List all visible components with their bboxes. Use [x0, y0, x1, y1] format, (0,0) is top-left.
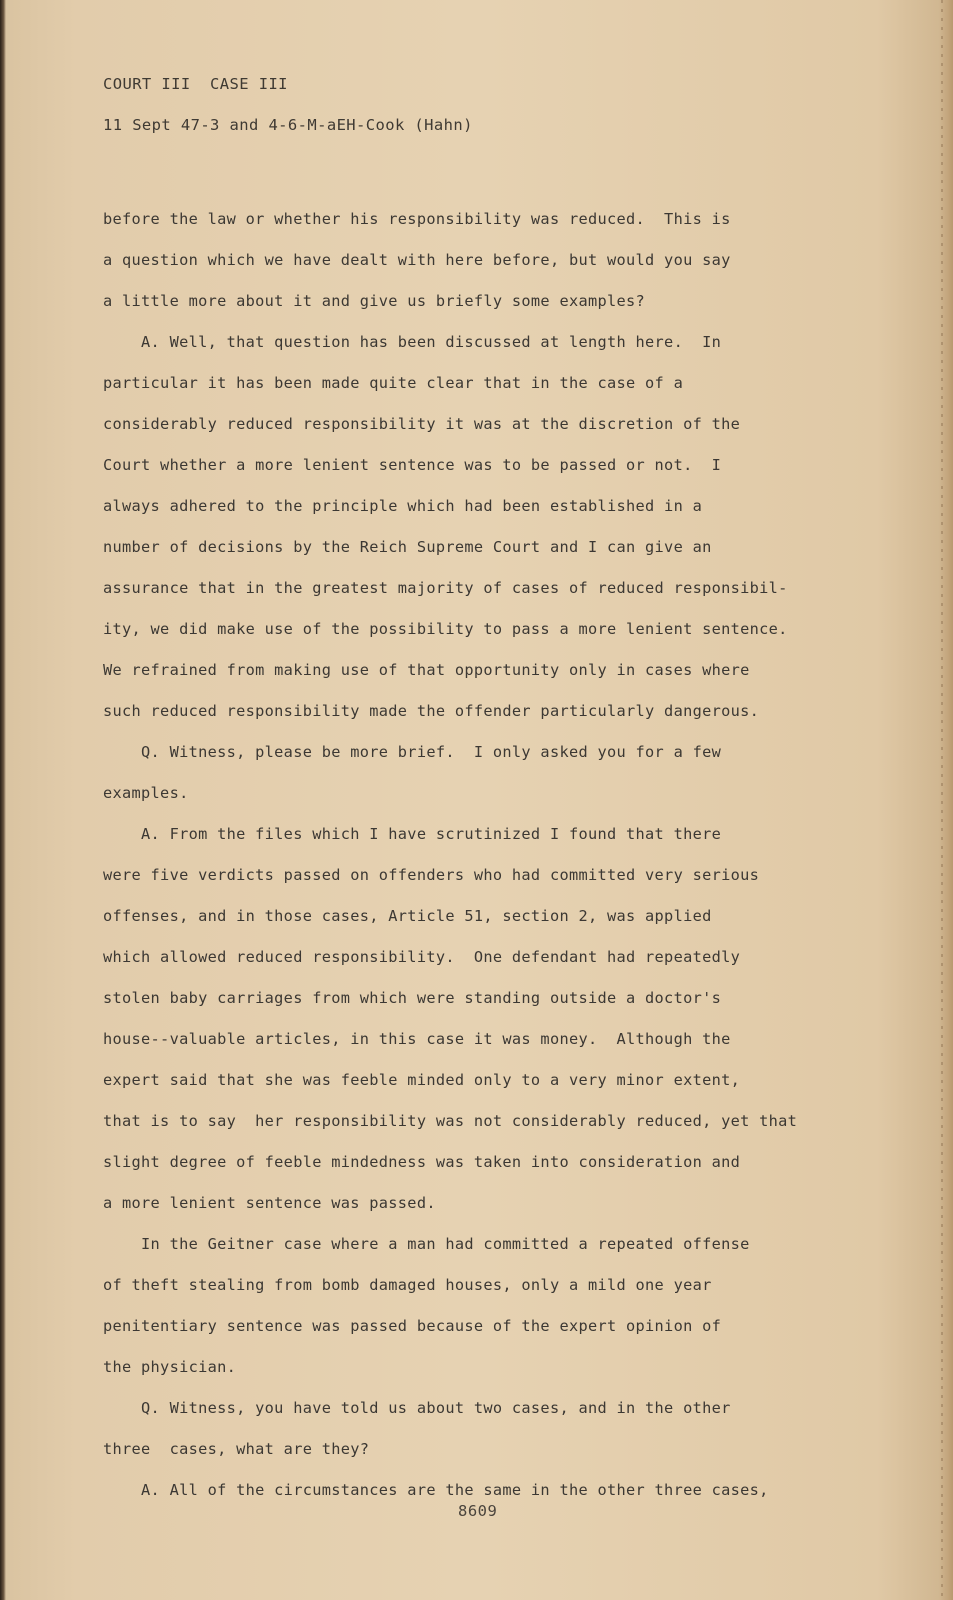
- transcript-line: assurance that in the greatest majority of cases of reduced responsibil-: [103, 579, 788, 597]
- transcript-line: before the law or whether his responsibility was reduced. This is: [103, 210, 731, 228]
- transcript-line: stolen baby carriages from which were standing outside a doctor's: [103, 989, 722, 1007]
- transcript-line: that is to say her responsibility was not considerably reduced, yet that: [103, 1112, 798, 1130]
- transcript-line: examples.: [103, 784, 189, 802]
- binding-perforation: [941, 0, 943, 1600]
- transcript-line: always adhered to the principle which had been established in a: [103, 497, 703, 515]
- transcript-line: expert said that she was feeble minded only to a very minor extent,: [103, 1071, 741, 1089]
- page-left-edge-shadow: [0, 0, 6, 1600]
- transcript-line: a more lenient sentence was passed.: [103, 1194, 436, 1212]
- transcript-line: penitentiary sentence was passed because of the expert opinion of: [103, 1317, 722, 1335]
- transcript-body: [103, 199, 863, 1511]
- transcript-line: were five verdicts passed on offenders who had committed very serious: [103, 866, 760, 884]
- transcript-line: house--valuable articles, in this case it was money. Although the: [103, 1030, 731, 1048]
- transcript-line: which allowed reduced responsibility. One defendant had repeatedly: [103, 948, 741, 966]
- transcript-line: A. All of the circumstances are the same in the other three cases,: [103, 1481, 769, 1499]
- transcript-line: A. Well, that question has been discussed at length here. In: [103, 333, 722, 351]
- transcript-line: particular it has been made quite clear that in the case of a: [103, 374, 684, 392]
- page-number: 8609: [458, 1502, 498, 1520]
- transcript-line: considerably reduced responsibility it was at the discretion of the: [103, 415, 741, 433]
- transcript-line: the physician.: [103, 1358, 237, 1376]
- transcript-line: A. From the files which I have scrutinized I found that there: [103, 825, 722, 843]
- transcript-line: In the Geitner case where a man had committed a repeated offense: [103, 1235, 750, 1253]
- transcript-line: a question which we have dealt with here before, but would you say: [103, 251, 731, 269]
- transcript-line: offenses, and in those cases, Article 51, section 2, was applied: [103, 907, 712, 925]
- transcript-line: a little more about it and give us briefly some examples?: [103, 292, 646, 310]
- transcript-line: of theft stealing from bomb damaged houses, only a mild one year: [103, 1276, 712, 1294]
- date-line-header: 11 Sept 47-3 and 4-6-M-aEH-Cook (Hahn): [103, 116, 473, 134]
- transcript-line: slight degree of feeble mindedness was taken into consideration and: [103, 1153, 741, 1171]
- transcript-line: Q. Witness, please be more brief. I only asked you for a few: [103, 743, 722, 761]
- transcript-line: three cases, what are they?: [103, 1440, 370, 1458]
- transcript-line: number of decisions by the Reich Supreme Court and I can give an: [103, 538, 712, 556]
- transcript-line: Q. Witness, you have told us about two cases, and in the other: [103, 1399, 731, 1417]
- transcript-line: Court whether a more lenient sentence was to be passed or not. I: [103, 456, 722, 474]
- transcript-line: such reduced responsibility made the offender particularly dangerous.: [103, 702, 760, 720]
- transcript-line: ity, we did make use of the possibility to pass a more lenient sentence.: [103, 620, 788, 638]
- court-case-header: COURT III CASE III: [103, 75, 288, 93]
- transcript-line: We refrained from making use of that opportunity only in cases where: [103, 661, 750, 679]
